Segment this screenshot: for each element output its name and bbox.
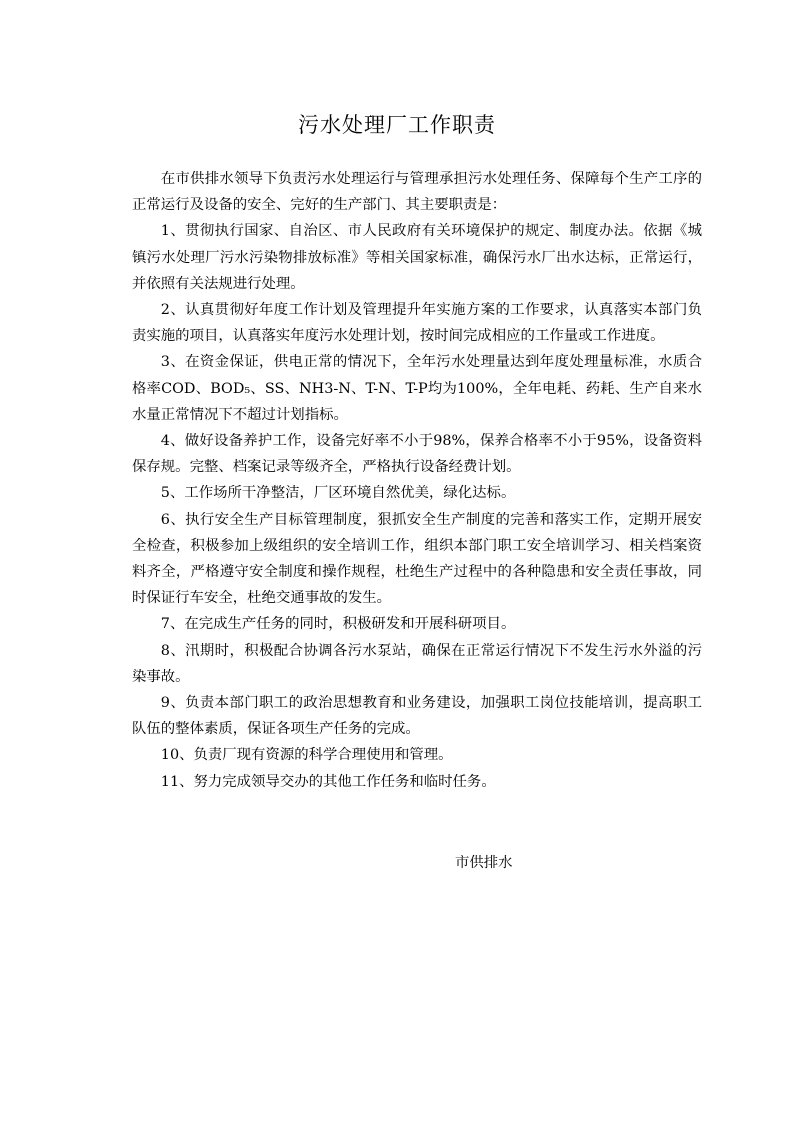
paragraph-item-10: 10、负责厂现有资源的科学合理使用和管理。 bbox=[160, 747, 453, 764]
paragraph-intro: 在市供排水领导下负责污水处理运行与管理承担污水处理任务、保障每个生产工序的正常运行及设备的安全、完好的生产部门、其主要职责是： bbox=[132, 171, 702, 214]
document-title: 污水处理厂工作职责 bbox=[298, 113, 496, 137]
paragraph-item-5: 5、工作场所干净整洁，厂区环境自然优美，绿化达标。 bbox=[160, 485, 516, 502]
paragraph-item-7: 7、在完成生产任务的同时，积极研发和开展科研项目。 bbox=[160, 616, 516, 633]
document-signature: 市供排水 bbox=[455, 855, 513, 871]
paragraph-item-2: 2、认真贯彻好年度工作计划及管理提升年实施方案的工作要求，认真落实本部门负责实施的项目，认真落实年度污水处理计划，按时间完成相应的工作量或工作进度。 bbox=[132, 302, 702, 345]
paragraph-item-3: 3、在资金保证，供电正常的情况下，全年污水处理量达到年度处理量标准，水质合格率COD、BOD₅、SS、NH3-N、T-N、T-P均为100%，全年电耗、药耗、生产自来水水量正常情况下不超过计划指标。 bbox=[132, 354, 702, 423]
paragraph-item-11: 11、努力完成领导交办的其他工作任务和临时任务。 bbox=[160, 773, 496, 790]
paragraph-item-1: 1、贯彻执行国家、自治区、市人民政府有关环境保护的规定、制度办法。依据《城镇污水处理厂污水污染物排放标准》等相关国家标准，确保污水厂出水达标，正常运行，并依照有关法规进行处理。 bbox=[132, 223, 702, 292]
paragraph-item-9: 9、负责本部门职工的政治思想教育和业务建设，加强职工岗位技能培训，提高职工队伍的整体素质，保证各项生产任务的完成。 bbox=[132, 695, 702, 738]
document-body bbox=[132, 166, 702, 795]
paragraph-item-8: 8、汛期时，积极配合协调各污水泵站，确保在正常运行情况下不发生污水外溢的污染事故。 bbox=[132, 642, 702, 685]
paragraph-item-6: 6、执行安全生产目标管理制度，狠抓安全生产制度的完善和落实工作，定期开展安全检查，积极参加上级组织的安全培训工作，组织本部门职工安全培训学习、相关档案资料齐全，严格遵守安全制度和操作规程，杜绝生产过程中的各种隐患和安全责任事故，同时保证行车安全，杜绝交通事故的发生。 bbox=[132, 511, 702, 607]
paragraph-item-4: 4、做好设备养护工作，设备完好率不小于98%，保养合格率不小于95%，设备资料保存规。完整、档案记录等级齐全，严格执行设备经费计划。 bbox=[132, 433, 702, 476]
